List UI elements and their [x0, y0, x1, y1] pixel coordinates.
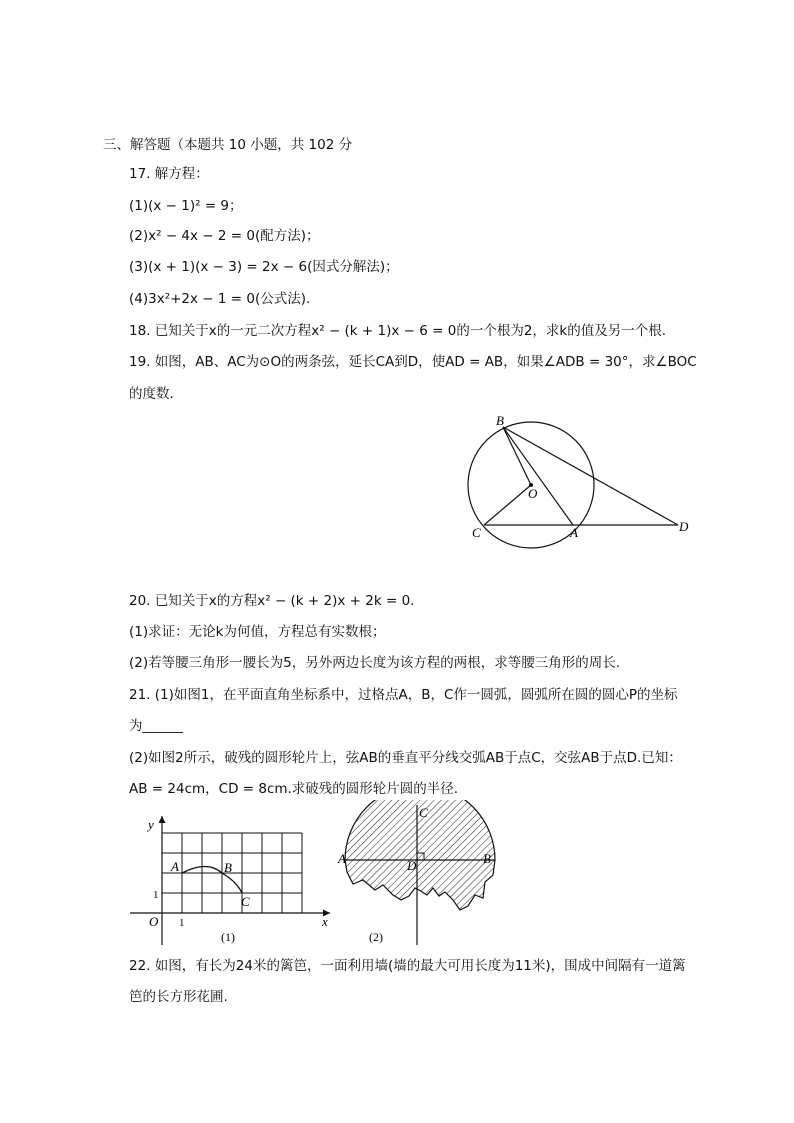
q19-line2: 的度数.: [129, 386, 174, 402]
q19-line1: 19. 如图，AB、AC为⊙O的两条弦，延长CA到D，使AD = AB，如果∠ADB = 30°，求∠BOC: [129, 354, 697, 370]
grid-label-c: C: [241, 894, 250, 909]
wheel-label-b: B: [483, 851, 491, 866]
q17-part4: (4)3x²+2x − 1 = 0(公式法).: [129, 291, 311, 307]
q21-line1: 21. (1)如图1，在平面直角坐标系中，过格点A，B，C作一圆弧，圆弧所在圆的圆心P的坐标: [129, 687, 678, 703]
q21-grid-figure: [125, 810, 335, 950]
q21-wheel-figure: [335, 800, 510, 950]
arc-abc: [182, 867, 242, 894]
fig1-caption: (1): [221, 930, 235, 944]
q21-line3: (2)如图2所示，破残的圆形轮片上，弦AB的垂直平分线交弧AB于点C，交弦AB于点D.已知：: [129, 750, 682, 766]
section-heading: 三、解答题（本题共 10 小题，共 102 分: [103, 137, 353, 153]
grid-label-b: B: [224, 860, 232, 875]
label-c: C: [472, 525, 481, 540]
label-o: O: [528, 486, 538, 501]
grid-label-a: A: [171, 859, 179, 874]
wheel-label-a: A: [338, 851, 346, 866]
line-bd: [503, 427, 678, 525]
fig2-caption: (2): [369, 930, 383, 944]
origin-label: O: [149, 914, 159, 929]
q18-text: 18. 已知关于x的一元二次方程x² − (k + 1)x − 6 = 0的一个根为2，求k的值及另一个根.: [129, 323, 667, 339]
q21-line2: 为______: [129, 718, 183, 734]
wheel-label-c: C: [419, 805, 428, 820]
tick-y-one: 1: [153, 889, 159, 901]
q22-line1: 22. 如图，有长为24米的篱笆，一面利用墙(墙的最大可用长度为11米)，围成中间隔有一道篱: [129, 958, 686, 974]
q17-part3: (3)(x + 1)(x − 3) = 2x − 6(因式分解法)；: [129, 259, 399, 275]
q17-part2: (2)x² − 4x − 2 = 0(配方法)；: [129, 228, 320, 244]
label-a: A: [570, 525, 578, 540]
q20-line2: (1)求证：无论k为何值，方程总有实数根；: [129, 624, 386, 640]
q19-circle-figure: [460, 410, 700, 560]
q17-part1: (1)(x − 1)² = 9；: [129, 198, 243, 214]
q21-line4: AB = 24cm，CD = 8cm.求破残的圆形轮片圆的半径.: [129, 781, 459, 797]
q20-line3: (2)若等腰三角形一腰长为5，另外两边长度为该方程的两根，求等腰三角形的周长.: [129, 655, 621, 671]
line-ba: [503, 427, 573, 525]
label-b: B: [496, 413, 504, 428]
axis-label-y: y: [148, 817, 154, 832]
wheel-label-d: D: [407, 858, 417, 873]
label-d: D: [679, 519, 689, 534]
tick-x-one: 1: [179, 917, 185, 929]
q22-line2: 笆的长方形花圃.: [129, 989, 228, 1005]
line-oc: [484, 485, 531, 525]
axis-label-x: x: [322, 914, 328, 929]
q20-line1: 20. 已知关于x的方程x² − (k + 2)x + 2k = 0.: [129, 593, 415, 609]
line-bo: [503, 427, 531, 485]
q17-title: 17. 解方程：: [129, 166, 209, 182]
